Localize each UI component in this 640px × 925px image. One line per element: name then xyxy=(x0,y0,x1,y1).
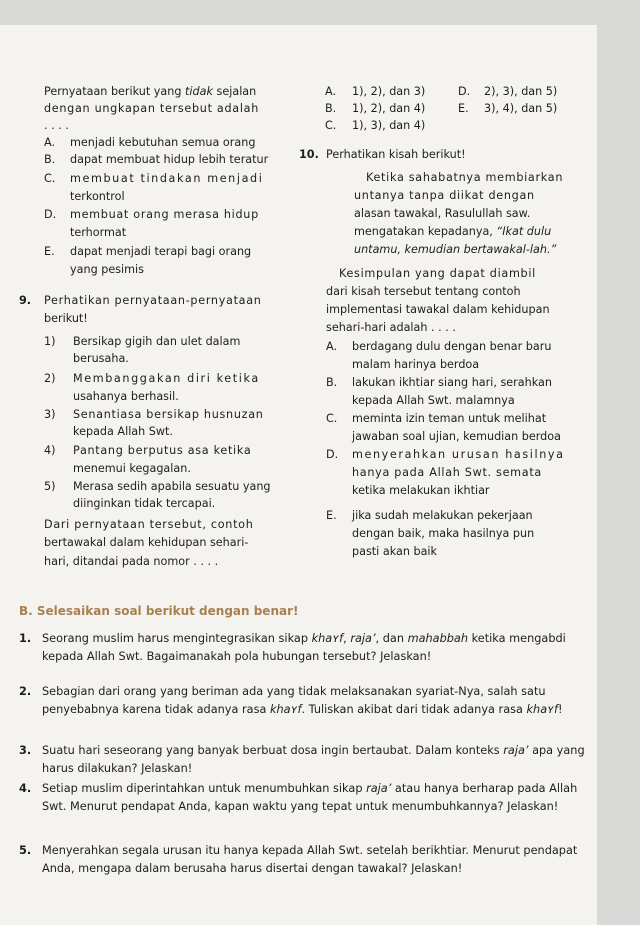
q10-option-c-label: C. xyxy=(326,412,338,425)
q10-question-line1: Kesimpulan yang dapat diambil xyxy=(339,267,536,280)
q9-statement-1: Bersikap gigih dan ulet dalam xyxy=(73,335,241,348)
q10-story-line5: untamu, kemudian bertawakal-lah.” xyxy=(354,243,557,256)
q8-option-a-label: A. xyxy=(44,136,56,149)
q10-option-d-label: D. xyxy=(326,448,339,461)
q9-statement-2-label: 2) xyxy=(44,372,56,385)
essay-2-number: 2. xyxy=(19,685,32,698)
q10-question-line4: sehari-hari adalah . . . . xyxy=(326,321,456,334)
q8-option-c-line2: terkontrol xyxy=(70,190,125,203)
section-b-title: B. Selesaikan soal berikut dengan benar! xyxy=(19,604,299,618)
q10-option-b-line2: kepada Allah Swt. malamnya xyxy=(352,394,515,407)
q8-option-e-line2: yang pesimis xyxy=(70,263,144,276)
q8-option-b: dapat membuat hidup lebih teratur xyxy=(70,153,269,166)
q10-story-line4: mengatakan kepadanya, “Ikat dulu xyxy=(354,225,552,238)
q10-stem: Perhatikan kisah berikut! xyxy=(326,148,466,161)
q8-option-c: membuat tindakan menjadi xyxy=(70,172,264,185)
q10-option-e: jika sudah melakukan pekerjaan xyxy=(352,509,533,522)
essay-question-5 xyxy=(19,842,589,878)
q9-statement-5: Merasa sedih apabila sesuatu yang xyxy=(73,480,271,493)
q8-option-e: dapat menjadi terapi bagi orang xyxy=(70,245,252,258)
essay-question-3 xyxy=(19,742,589,778)
essay-3-number: 3. xyxy=(19,744,32,757)
essay-5-number: 5. xyxy=(19,844,32,857)
q8-option-d-label: D. xyxy=(44,208,57,221)
essay-question-4 xyxy=(19,780,589,816)
q10-story-line3: alasan tawakal, Rasulullah saw. xyxy=(354,207,531,220)
q9-option-b: 1), 2), dan 4) xyxy=(352,102,426,115)
q9-option-a-label: A. xyxy=(325,85,337,98)
q10-question-line3: implementasi tawakal dalam kehidupan xyxy=(326,303,550,316)
q8-stem-line3: . . . . xyxy=(44,119,69,132)
essay-question-2 xyxy=(19,683,589,719)
q10-option-c: meminta izin teman untuk melihat xyxy=(352,412,547,425)
q9-stem-line2: berikut! xyxy=(44,312,88,325)
q9-option-c: 1), 3), dan 4) xyxy=(352,119,426,132)
q9-statement-1-label: 1) xyxy=(44,335,56,348)
q9-option-e-label: E. xyxy=(458,102,469,115)
q9-statement-2: Membanggakan diri ketika xyxy=(73,372,260,385)
q9-closing-line3: hari, ditandai pada nomor . . . . xyxy=(44,555,219,568)
q9-number: 9. xyxy=(19,294,32,307)
q9-option-b-label: B. xyxy=(325,102,337,115)
essay-2-text: Sebagian dari orang yang beriman ada yang tidak melaksanakan syariat-Nya, salah satu penyebabnya karena tidak adanya rasa khaʏf. Tuliskan akibat dari tidak adanya rasa khaʏf! xyxy=(42,685,563,716)
q9-statement-2-line2: usahanya berhasil. xyxy=(73,390,179,403)
essay-1-text: Seorang muslim harus mengintegrasikan sikap khaʏf, raja’, dan mahabbah ketika mengabdi kepada Allah Swt. Bagaimanakah pola hubungan tersebut? Jelaskan! xyxy=(42,632,566,663)
q10-option-e-label: E. xyxy=(326,509,337,522)
q9-statement-3-line2: kepada Allah Swt. xyxy=(73,425,173,438)
q10-option-d-line2: hanya pada Allah Swt. semata xyxy=(352,466,542,479)
essay-question-1 xyxy=(19,630,589,666)
q10-option-d-line3: ketika melakukan ikhtiar xyxy=(352,484,490,497)
q9-statement-4-line2: menemui kegagalan. xyxy=(73,462,191,475)
q9-statement-5-line2: diinginkan tidak tercapai. xyxy=(73,497,216,510)
q8-option-a: menjadi kebutuhan semua orang xyxy=(70,136,256,149)
q10-option-c-line2: jawaban soal ujian, kemudian berdoa xyxy=(352,430,561,443)
q10-story-line1: Ketika sahabatnya membiarkan xyxy=(366,171,564,184)
essay-5-text: Menyerahkan segala urusan itu hanya kepada Allah Swt. setelah berikhtiar. Menurut pendapat Anda, mengapa dalam berusaha harus disertai dengan tawakal? Jelaskan! xyxy=(42,844,578,875)
q8-option-c-label: C. xyxy=(44,172,56,185)
q8-stem-line1: Pernyataan berikut yang tidak sejalan xyxy=(44,85,257,98)
q10-story-line2: untanya tanpa diikat dengan xyxy=(354,189,535,202)
q9-statement-5-label: 5) xyxy=(44,480,56,493)
q10-option-d: menyerahkan urusan hasilnya xyxy=(352,448,565,461)
q9-statement-1-line2: berusaha. xyxy=(73,352,129,365)
q9-statement-3: Senantiasa bersikap husnuzan xyxy=(73,408,264,421)
q10-option-e-line2: dengan baik, maka hasilnya pun xyxy=(352,527,535,540)
q9-statement-4-label: 4) xyxy=(44,444,56,457)
q8-option-d: membuat orang merasa hidup xyxy=(70,208,259,221)
q9-closing-line1: Dari pernyataan tersebut, contoh xyxy=(44,518,254,531)
essay-4-number: 4. xyxy=(19,782,32,795)
q10-option-a: berdagang dulu dengan benar baru xyxy=(352,340,552,353)
essay-4-text: Setiap muslim diperintahkan untuk menumbuhkan sikap raja’ atau hanya berharap pada Allah Swt. Menurut pendapat Anda, kapan waktu yang tepat untuk menumbuhkannya? Jelaskan! xyxy=(42,782,578,813)
q10-option-b-label: B. xyxy=(326,376,338,389)
q10-question-line2: dari kisah tersebut tentang contoh xyxy=(326,285,521,298)
q9-statement-4: Pantang berputus asa ketika xyxy=(73,444,252,457)
q8-option-d-line2: terhormat xyxy=(70,226,127,239)
q9-option-c-label: C. xyxy=(325,119,337,132)
q10-option-a-line2: malam harinya berdoa xyxy=(352,358,480,371)
q9-option-d-label: D. xyxy=(458,85,471,98)
q9-option-d: 2), 3), dan 5) xyxy=(484,85,558,98)
q10-option-a-label: A. xyxy=(326,340,338,353)
q8-stem-line2: dengan ungkapan tersebut adalah xyxy=(44,102,259,115)
q9-statement-3-label: 3) xyxy=(44,408,56,421)
q9-option-a: 1), 2), dan 3) xyxy=(352,85,426,98)
q10-option-b: lakukan ikhtiar siang hari, serahkan xyxy=(352,376,552,389)
q8-option-b-label: B. xyxy=(44,153,56,166)
q10-number: 10. xyxy=(299,148,319,161)
q8-option-e-label: E. xyxy=(44,245,55,258)
q10-option-e-line3: pasti akan baik xyxy=(352,545,438,558)
q9-option-e: 3), 4), dan 5) xyxy=(484,102,558,115)
q9-closing-line2: bertawakal dalam kehidupan sehari- xyxy=(44,536,249,549)
essay-1-number: 1. xyxy=(19,632,32,645)
q9-stem-line1: Perhatikan pernyataan-pernyataan xyxy=(44,294,262,307)
essay-3-text: Suatu hari seseorang yang banyak berbuat dosa ingin bertaubat. Dalam konteks raja’ apa yang harus dilakukan? Jelaskan! xyxy=(42,744,585,775)
